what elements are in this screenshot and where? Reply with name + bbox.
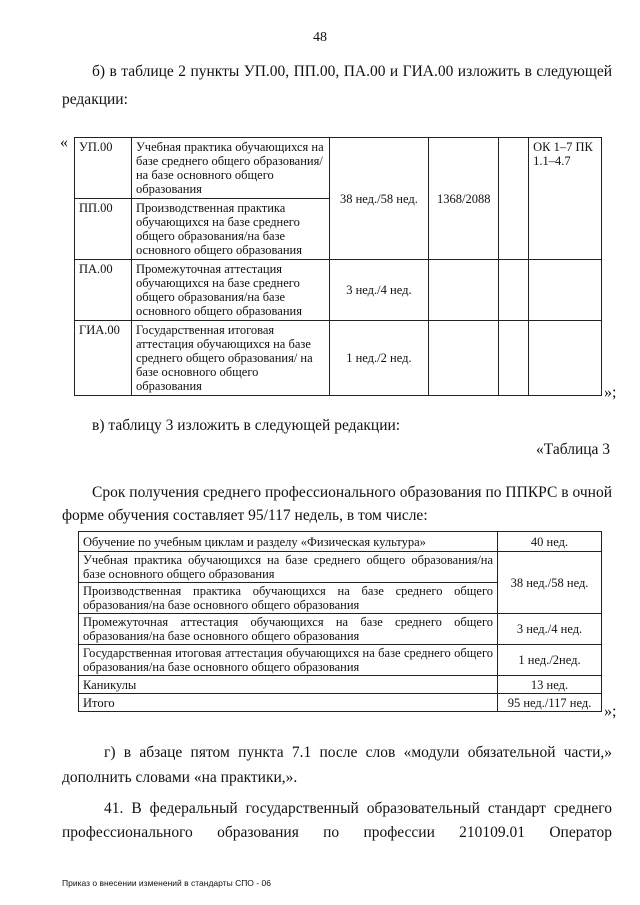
para-v: в) таблицу 3 изложить в следующей редакции: bbox=[92, 417, 401, 434]
open-quote: « bbox=[60, 134, 68, 151]
table-cell-code: ПП.00 bbox=[75, 199, 132, 260]
table-cell-name: Производственная практика обучающихся на базе среднего общего образования/на базе основного общего образования bbox=[79, 583, 498, 614]
table-cell-empty bbox=[429, 321, 499, 396]
table-row bbox=[79, 532, 602, 552]
table-row bbox=[75, 260, 602, 321]
table-2 bbox=[74, 137, 602, 396]
table-cell-empty bbox=[429, 260, 499, 321]
table-cell-name: Промежуточная аттестация обучающихся на базе среднего общего образования/на базе основного общего образования bbox=[79, 614, 498, 645]
table-row bbox=[79, 645, 602, 676]
table-cell-name: Государственная итоговая аттестация обучающихся на базе среднего общего образования/ на базе основного общего образования bbox=[131, 321, 329, 396]
table-cell-name: Учебная практика обучающихся на базе среднего общего образования/на базе основного общего образования bbox=[79, 552, 498, 583]
table-cell-name: Учебная практика обучающихся на базе среднего общего образования/на базе основного общего образования bbox=[131, 138, 329, 199]
table-row bbox=[79, 676, 602, 694]
table-row bbox=[75, 321, 602, 396]
weeks-practice: 38 нед./58 нед. bbox=[329, 138, 429, 260]
table-cell-empty bbox=[529, 321, 602, 396]
para-g-line2: дополнить словами «на практики,». bbox=[62, 769, 298, 786]
term-line2: форме обучения составляет 95/117 недель, в том числе: bbox=[62, 507, 428, 524]
table-row bbox=[79, 552, 602, 583]
table-3 bbox=[78, 531, 602, 712]
competencies: ОК 1–7 ПК 1.1–4.7 bbox=[529, 138, 602, 260]
para-b-line2: редакции: bbox=[62, 91, 128, 108]
table-cell-name: Промежуточная аттестация обучающихся на базе среднего общего образования/на базе основного общего образования bbox=[131, 260, 329, 321]
table-cell-empty bbox=[529, 260, 602, 321]
table-cell-code: ГИА.00 bbox=[75, 321, 132, 396]
table-row bbox=[79, 694, 602, 712]
weeks-pa: 3 нед./4 нед. bbox=[329, 260, 429, 321]
hours-practice: 1368/2088 bbox=[429, 138, 499, 260]
term-line1: Срок получения среднего профессионального образования по ППКРС в очной bbox=[92, 484, 612, 501]
table-cell-value: 3 нед./4 нед. bbox=[498, 614, 602, 645]
table-cell-value: 13 нед. bbox=[498, 676, 602, 694]
table-cell-empty bbox=[499, 260, 529, 321]
table-cell-name: Государственная итоговая аттестация обучающихся на базе среднего общего образования/на базе основного общего образования bbox=[79, 645, 498, 676]
table3-label: «Таблица 3 bbox=[536, 441, 611, 458]
table-cell-value: 38 нед./58 нед. bbox=[498, 552, 602, 614]
table-cell-code: ПА.00 bbox=[75, 260, 132, 321]
table-cell-value: 40 нед. bbox=[498, 532, 602, 552]
para-41-line2: профессионального образования по профессии 210109.01 Оператор bbox=[62, 824, 612, 841]
footer-note: Приказ о внесении изменений в стандарты СПО - 06 bbox=[62, 878, 271, 888]
table-cell-name: Итого bbox=[79, 694, 498, 712]
para-b-line1: б) в таблице 2 пункты УП.00, ПП.00, ПА.00 и ГИА.00 изложить в следующей bbox=[92, 63, 612, 80]
close-quote-t2: »; bbox=[604, 384, 617, 401]
table-cell-name: Каникулы bbox=[79, 676, 498, 694]
table-cell-value: 95 нед./117 нед. bbox=[498, 694, 602, 712]
table-cell-name: Производственная практика обучающихся на базе среднего общего образования/на базе основного общего образования bbox=[131, 199, 329, 260]
table-cell-empty bbox=[499, 138, 529, 260]
weeks-gia: 1 нед./2 нед. bbox=[329, 321, 429, 396]
table-row bbox=[75, 138, 602, 199]
table-row bbox=[79, 614, 602, 645]
para-41-line1: 41. В федеральный государственный образовательный стандарт среднего bbox=[104, 800, 612, 817]
table-cell-empty bbox=[499, 321, 529, 396]
para-g-line1: г) в абзаце пятом пункта 7.1 после слов «модули обязательной части,» bbox=[104, 744, 612, 761]
table-cell-name: Обучение по учебным циклам и разделу «Физическая культура» bbox=[79, 532, 498, 552]
table-cell-value: 1 нед./2нед. bbox=[498, 645, 602, 676]
page-number: 48 bbox=[313, 30, 327, 45]
close-quote-t3: »; bbox=[604, 703, 617, 720]
table-cell-code: УП.00 bbox=[75, 138, 132, 199]
